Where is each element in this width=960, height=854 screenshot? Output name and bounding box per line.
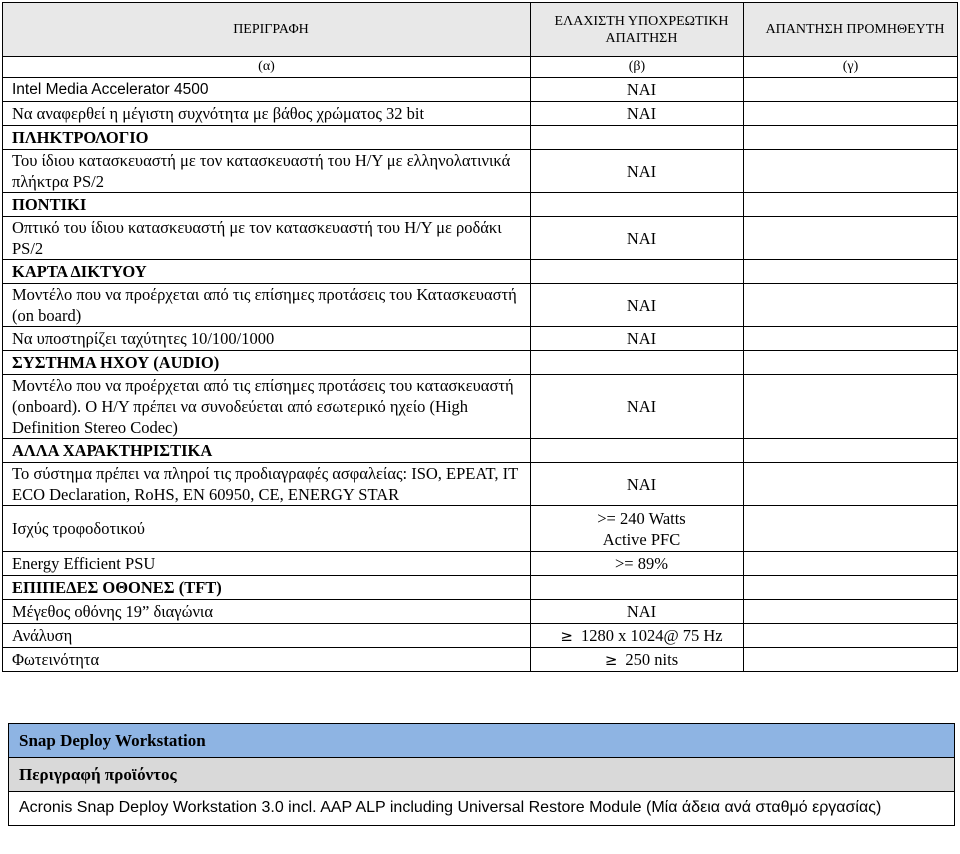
row-requirement — [531, 260, 744, 284]
table-row — [3, 217, 958, 260]
row-response[interactable] — [744, 150, 958, 193]
row-response[interactable] — [744, 126, 958, 150]
section-heading: ΣΥΣΤΗΜΑ ΗΧΟΥ (AUDIO) — [3, 351, 531, 375]
row-requirement — [531, 193, 744, 217]
section-row — [3, 193, 958, 217]
table-row — [3, 284, 958, 327]
row-response[interactable] — [744, 648, 958, 672]
section-heading: ΠΟΝΤΙΚΙ — [3, 193, 531, 217]
requirement-line-2: Active PFC — [602, 529, 681, 549]
row-requirement: ΝΑΙ — [531, 78, 744, 102]
section-row — [3, 260, 958, 284]
row-response[interactable] — [744, 576, 958, 600]
row-response[interactable] — [744, 327, 958, 351]
table-row — [3, 327, 958, 351]
table-row — [3, 463, 958, 506]
row-requirement — [531, 126, 744, 150]
product-title-row — [9, 724, 955, 758]
row-requirement: ΝΑΙ — [531, 327, 744, 351]
row-description: Φωτεινότητα — [3, 648, 531, 672]
product-table — [8, 723, 955, 826]
table-row — [3, 624, 958, 648]
row-response[interactable] — [744, 439, 958, 463]
row-requirement: ΝΑΙ — [531, 217, 744, 260]
row-description: Το σύστημα πρέπει να πληροί τις προδιαγραφές ασφαλείας: ISO, EPEAT, IT ECO Declaration, RoHS, EN 60950, CE, ENERGY STAR — [3, 463, 531, 506]
table-row — [3, 552, 958, 576]
requirement-value: 1280 x 1024@ 75 Hz — [580, 625, 723, 645]
row-requirement — [531, 351, 744, 375]
row-requirement — [531, 506, 744, 552]
row-requirement: ΝΑΙ — [531, 102, 744, 126]
table-row — [3, 600, 958, 624]
greater-equal-icon: ≥ — [604, 650, 618, 669]
row-description: Energy Efficient PSU — [3, 552, 531, 576]
row-response[interactable] — [744, 552, 958, 576]
row-response[interactable] — [744, 284, 958, 327]
row-requirement — [531, 624, 744, 648]
row-response[interactable] — [744, 351, 958, 375]
table-row — [3, 150, 958, 193]
table-row — [3, 375, 958, 439]
header-minimum-requirement: ΕΛΑΧΙΣΤΗ ΥΠΟΧΡΕΩΤΙΚΗ ΑΠΑΙΤΗΣΗ — [531, 3, 744, 57]
row-response[interactable] — [744, 193, 958, 217]
row-response[interactable] — [744, 506, 958, 552]
row-response[interactable] — [744, 217, 958, 260]
row-response[interactable] — [744, 463, 958, 506]
table-row — [3, 506, 958, 552]
row-description: Ανάλυση — [3, 624, 531, 648]
row-response[interactable] — [744, 624, 958, 648]
row-requirement — [531, 439, 744, 463]
section-heading: ΚΑΡΤΑ ΔΙΚΤΥΟΥ — [3, 260, 531, 284]
row-description: Μοντέλο που να προέρχεται από τις επίσημες προτάσεις του κατασκευαστή (onboard). Ο Η/Υ πρέπει να συνοδεύεται από εσωτερικό ηχείο (High Definition Stereo Codec) — [3, 375, 531, 439]
row-requirement — [531, 648, 744, 672]
table-subheader-row — [3, 57, 958, 78]
row-description: Μέγεθος οθόνης 19” διαγώνια — [3, 600, 531, 624]
subheader-b: (β) — [531, 57, 744, 78]
row-requirement: ΝΑΙ — [531, 463, 744, 506]
row-description: Να αναφερθεί η μέγιστη συχνότητα με βάθος χρώματος 32 bit — [3, 102, 531, 126]
subheader-c: (γ) — [744, 57, 958, 78]
table-row — [3, 102, 958, 126]
row-description: Να υποστηρίζει ταχύτητες 10/100/1000 — [3, 327, 531, 351]
row-requirement: ΝΑΙ — [531, 284, 744, 327]
section-row — [3, 126, 958, 150]
product-subtitle: Περιγραφή προϊόντος — [9, 758, 955, 792]
product-subtitle-row — [9, 758, 955, 792]
table-header-row — [3, 3, 958, 57]
header-description: ΠΕΡΙΓΡΑΦΗ — [3, 3, 531, 57]
header-supplier-response: ΑΠΑΝΤΗΣΗ ΠΡΟΜΗΘΕΥΤΗ — [744, 3, 958, 57]
section-row — [3, 439, 958, 463]
row-requirement: ΝΑΙ — [531, 150, 744, 193]
row-requirement: ΝΑΙ — [531, 375, 744, 439]
row-response[interactable] — [744, 260, 958, 284]
product-description-row — [9, 792, 955, 826]
row-response[interactable] — [744, 375, 958, 439]
row-description: Ισχύς τροφοδοτικού — [3, 506, 531, 552]
product-description: Acronis Snap Deploy Workstation 3.0 incl. AAP ALP including Universal Restore Module (Μία άδεια ανά σταθμό εργασίας) — [9, 792, 955, 826]
specifications-table — [2, 2, 958, 672]
section-row — [3, 576, 958, 600]
row-response[interactable] — [744, 600, 958, 624]
row-requirement — [531, 576, 744, 600]
section-row — [3, 351, 958, 375]
requirement-value: 250 nits — [625, 649, 679, 669]
row-description: Intel Media Accelerator 4500 — [3, 78, 531, 102]
product-title: Snap Deploy Workstation — [9, 724, 955, 758]
table-row — [3, 78, 958, 102]
section-heading: ΕΠΙΠΕΔΕΣ ΟΘΟΝΕΣ (TFT) — [3, 576, 531, 600]
row-description: Οπτικό του ίδιου κατασκευαστή με τον κατασκευαστή του Η/Υ με ροδάκι PS/2 — [3, 217, 531, 260]
requirement-line-1: >= 240 Watts — [597, 508, 686, 528]
row-requirement: >= 89% — [531, 552, 744, 576]
row-description: Μοντέλο που να προέρχεται από τις επίσημες προτάσεις του Κατασκευαστή (on board) — [3, 284, 531, 327]
row-description: Του ίδιου κατασκευαστή με τον κατασκευαστή του Η/Υ με ελληνολατινικά πλήκτρα PS/2 — [3, 150, 531, 193]
section-heading: ΑΛΛΑ ΧΑΡΑΚΤΗΡΙΣΤΙΚΑ — [3, 439, 531, 463]
row-response[interactable] — [744, 78, 958, 102]
section-heading: ΠΛΗΚΤΡΟΛΟΓΙΟ — [3, 126, 531, 150]
row-response[interactable] — [744, 102, 958, 126]
greater-equal-icon: ≥ — [560, 626, 573, 645]
row-requirement: ΝΑΙ — [531, 600, 744, 624]
subheader-a: (α) — [3, 57, 531, 78]
table-row — [3, 648, 958, 672]
